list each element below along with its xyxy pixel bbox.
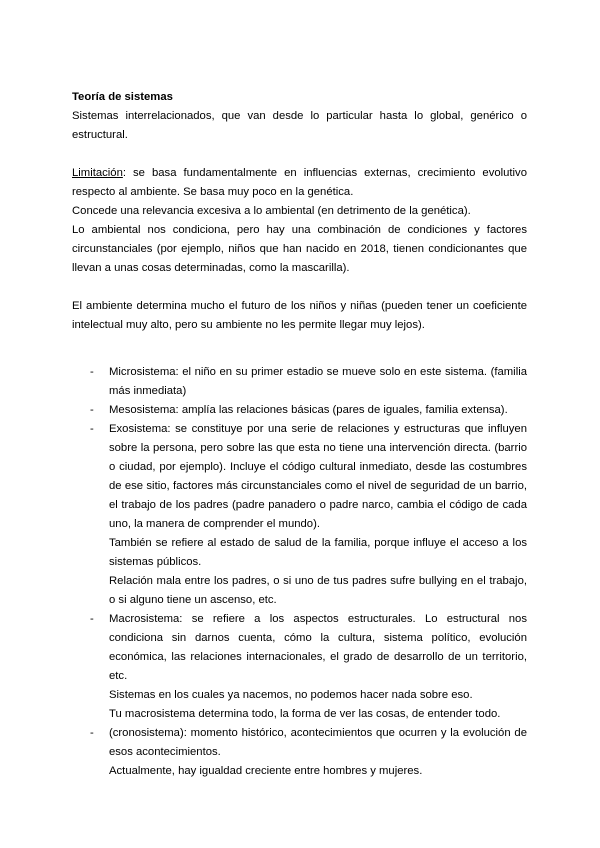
list-bullet: -: [90, 613, 94, 625]
cronosistema-extra: Actualmente, hay igualdad creciente entre hombres y mujeres.: [109, 765, 423, 777]
macrosistema-extra: Tu macrosistema determina todo, la forma de ver las cosas, de entender todo.: [109, 708, 501, 720]
list-item: [72, 610, 527, 724]
conditions-paragraph: Lo ambiental nos condiciona, pero hay una combinación de condiciones y factores circunstanciales (por ejemplo, niños que han nacido en 2018, tienen condicionantes que llevan a unas cosas determinadas, como la mascarilla).: [72, 224, 527, 274]
macrosistema-text: Macrosistema: se refiere a los aspectos estructurales. Lo estructural nos condiciona sin darnos cuenta, cómo la cultura, sistema político, evolución económica, las relaciones internacionales, el grado de desarrollo de un territorio, etc.: [109, 613, 527, 682]
list-bullet: -: [90, 366, 94, 378]
exosistema-text: Exosistema: se constituye por una serie de relaciones y estructuras que influyen sobre la persona, pero sobre las que esta no tiene una intervención directa. (barrio o ciudad, por ejemplo). Incluye el código cultural inmediato, desde las costumbres de ese sitio, factores más circunstanciales como el nivel de seguridad de un barrio, el trabajo de los padres (padre panadero o padre narco, cambia el código de cada uno, la manera de comprender el mundo).: [109, 423, 527, 530]
list-bullet: -: [90, 423, 94, 435]
environment-paragraph: El ambiente determina mucho el futuro de los niños y niñas (pueden tener un coeficiente intelectual muy alto, pero su ambiente no les permite llegar muy lejos).: [72, 300, 527, 331]
relevance-paragraph: Concede una relevancia excesiva a lo ambiental (en detrimento de la genética).: [72, 205, 471, 217]
intro-paragraph: Sistemas interrelacionados, que van desde lo particular hasta lo global, genérico o estructural.: [72, 110, 527, 141]
mesosistema-text: Mesosistema: amplía las relaciones básicas (pares de iguales, familia extensa).: [109, 404, 508, 416]
page-title: Teoría de sistemas: [72, 91, 173, 103]
cronosistema-text: (cronosistema): momento histórico, acontecimientos que ocurren y la evolución de esos acontecimientos.: [109, 727, 527, 758]
list-item: [72, 724, 527, 781]
list-bullet: -: [90, 727, 94, 739]
list-item: [72, 401, 527, 420]
limitation-text: : se basa fundamentalmente en influencias externas, crecimiento evolutivo respecto al ambiente. Se basa muy poco en la genética.: [72, 167, 527, 198]
list-bullet: -: [90, 404, 94, 416]
limitation-paragraph: [72, 164, 527, 202]
list-item: [72, 363, 527, 401]
macrosistema-extra: Sistemas en los cuales ya nacemos, no podemos hacer nada sobre eso.: [109, 689, 473, 701]
limitation-label: Limitación: [72, 167, 123, 179]
microsistema-text: Microsistema: el niño en su primer estadio se mueve solo en este sistema. (familia más inmediata): [109, 366, 527, 397]
document-body: [72, 88, 527, 781]
exosistema-extra: También se refiere al estado de salud de la familia, porque influye el acceso a los sistemas públicos.: [109, 537, 527, 568]
list-item: [72, 420, 527, 610]
systems-list: [72, 363, 527, 781]
exosistema-extra: Relación mala entre los padres, o si uno de tus padres sufre bullying en el trabajo, o si alguno tiene un ascenso, etc.: [109, 575, 527, 606]
